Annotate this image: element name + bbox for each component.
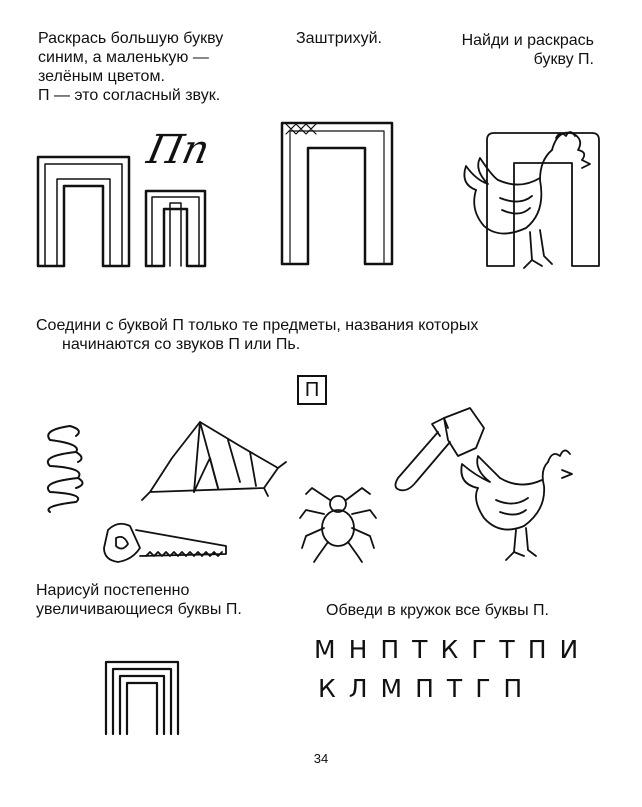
task3-line: Найди и раскрась: [461, 32, 594, 49]
task3-line: букву П.: [533, 51, 594, 68]
big-letter-p-outline[interactable]: [38, 157, 129, 266]
nested-letter-p[interactable]: [106, 662, 178, 734]
spring-icon: [48, 426, 83, 512]
page-number: 34: [313, 751, 329, 766]
rooster-icon: [461, 450, 572, 560]
boxed-letter-p: П: [297, 375, 327, 405]
letters-row-2[interactable]: КЛМПТГП: [318, 674, 536, 703]
task5-line: Нарисуй постепенно: [36, 582, 190, 599]
task5-line: увеличивающиеся буквы П.: [36, 601, 242, 618]
saw-icon: [104, 524, 226, 562]
axe-icon: [395, 408, 484, 490]
task4-line: Соедини с буквой П только те предметы, названия которых: [36, 317, 479, 334]
letters-row-1[interactable]: МНПТКГТПИ: [314, 635, 592, 664]
small-letter-p-outline[interactable]: [146, 191, 205, 266]
task6-title: Обведи в кружок все буквы П.: [326, 602, 549, 619]
task1-line: П — это согласный звук.: [38, 87, 221, 104]
task2-title: Заштрихуй.: [296, 30, 382, 47]
spider-icon: [300, 488, 376, 562]
task4-line: начинаются со звуков П или Пь.: [62, 336, 301, 353]
cursive-letters: Пп: [143, 127, 214, 173]
tent-icon: [142, 422, 286, 500]
shading-letter-p[interactable]: [282, 123, 392, 264]
task1-line: зелёным цветом.: [38, 68, 165, 85]
task1-line: синим, а маленькую —: [38, 49, 209, 66]
task1-line: Раскрась большую букву: [38, 30, 224, 47]
